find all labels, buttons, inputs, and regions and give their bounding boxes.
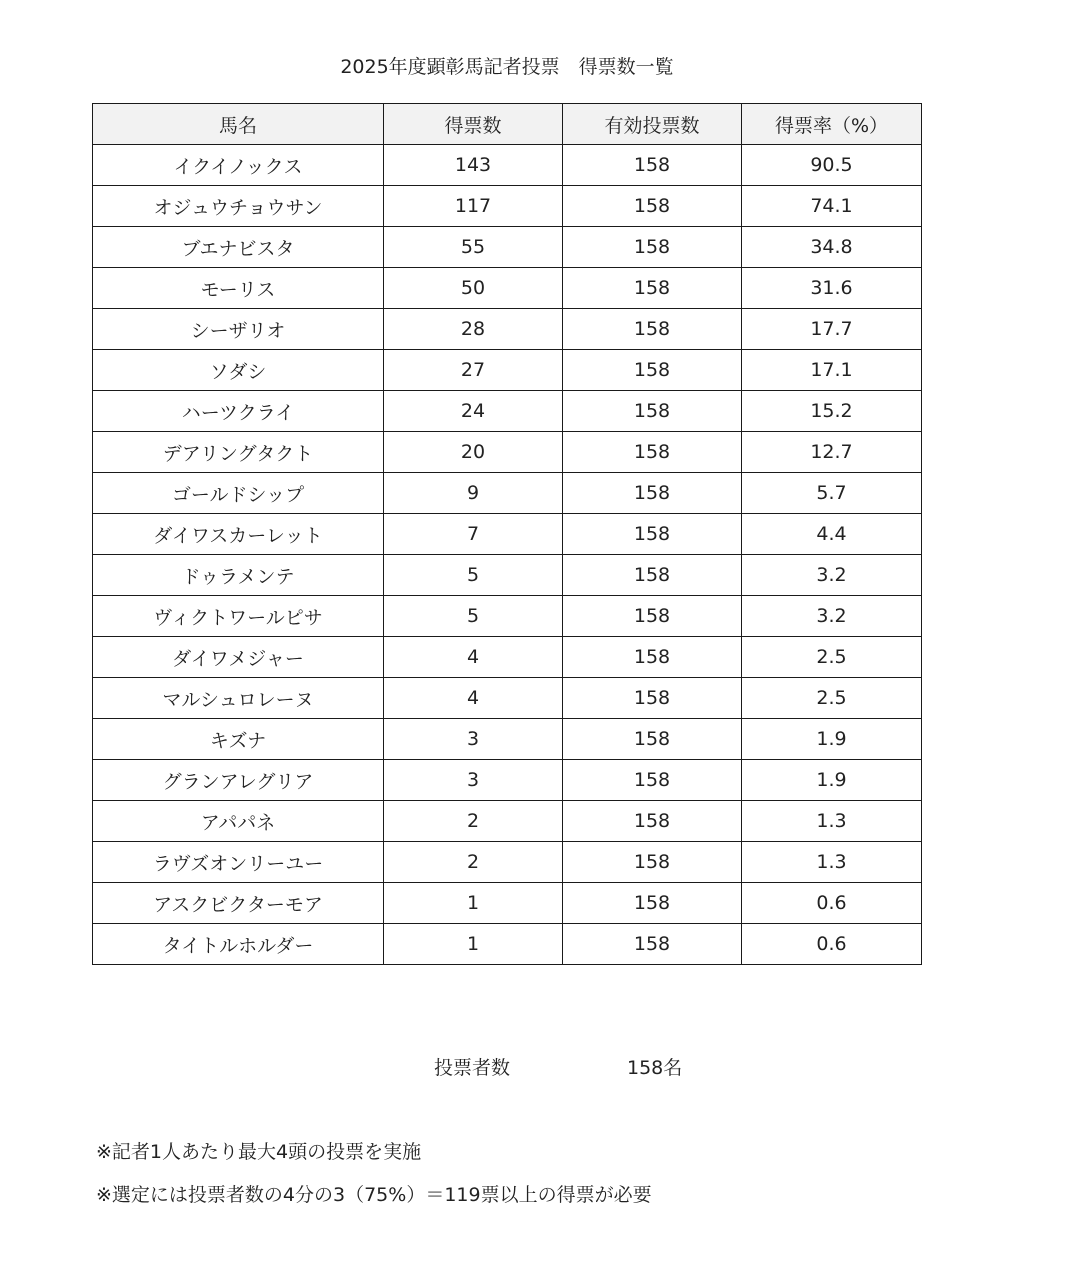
cell-valid-votes: 158 xyxy=(563,145,742,186)
cell-horse-name: アスクビクターモア xyxy=(93,883,384,924)
cell-vote-rate: 12.7 xyxy=(742,432,922,473)
cell-horse-name: モーリス xyxy=(93,268,384,309)
cell-horse-name: オジュウチョウサン xyxy=(93,186,384,227)
table-row xyxy=(93,186,922,227)
cell-votes: 9 xyxy=(384,473,563,514)
note-max-votes: ※記者1人あたり最大4頭の投票を実施 xyxy=(96,1141,422,1163)
voter-count-label: 投票者数 xyxy=(434,1057,511,1079)
cell-votes: 117 xyxy=(384,186,563,227)
table-row xyxy=(93,883,922,924)
cell-vote-rate: 4.4 xyxy=(742,514,922,555)
table-row xyxy=(93,309,922,350)
header-votes: 得票数 xyxy=(384,104,563,145)
table-row xyxy=(93,924,922,965)
cell-vote-rate: 0.6 xyxy=(742,883,922,924)
voter-count-value: 158名 xyxy=(627,1057,683,1079)
cell-horse-name: キズナ xyxy=(93,719,384,760)
cell-horse-name: ドゥラメンテ xyxy=(93,555,384,596)
header-row xyxy=(93,104,922,145)
table-row xyxy=(93,719,922,760)
table-body xyxy=(93,145,922,965)
table-row xyxy=(93,473,922,514)
cell-valid-votes: 158 xyxy=(563,350,742,391)
table-row xyxy=(93,555,922,596)
cell-votes: 3 xyxy=(384,760,563,801)
cell-vote-rate: 5.7 xyxy=(742,473,922,514)
cell-horse-name: アパパネ xyxy=(93,801,384,842)
cell-votes: 55 xyxy=(384,227,563,268)
header-horse-name: 馬名 xyxy=(93,104,384,145)
cell-horse-name: ヴィクトワールピサ xyxy=(93,596,384,637)
cell-vote-rate: 1.3 xyxy=(742,801,922,842)
cell-valid-votes: 158 xyxy=(563,391,742,432)
cell-vote-rate: 2.5 xyxy=(742,637,922,678)
cell-vote-rate: 1.9 xyxy=(742,760,922,801)
cell-horse-name: グランアレグリア xyxy=(93,760,384,801)
table-row xyxy=(93,350,922,391)
cell-vote-rate: 1.9 xyxy=(742,719,922,760)
cell-vote-rate: 31.6 xyxy=(742,268,922,309)
cell-votes: 50 xyxy=(384,268,563,309)
table-row xyxy=(93,842,922,883)
cell-valid-votes: 158 xyxy=(563,801,742,842)
cell-horse-name: イクイノックス xyxy=(93,145,384,186)
table-row xyxy=(93,514,922,555)
cell-horse-name: ソダシ xyxy=(93,350,384,391)
cell-vote-rate: 17.7 xyxy=(742,309,922,350)
cell-valid-votes: 158 xyxy=(563,473,742,514)
table-row xyxy=(93,637,922,678)
cell-valid-votes: 158 xyxy=(563,678,742,719)
table-row xyxy=(93,760,922,801)
cell-vote-rate: 74.1 xyxy=(742,186,922,227)
cell-votes: 1 xyxy=(384,883,563,924)
cell-valid-votes: 158 xyxy=(563,842,742,883)
cell-valid-votes: 158 xyxy=(563,514,742,555)
cell-votes: 24 xyxy=(384,391,563,432)
cell-horse-name: マルシュロレーヌ xyxy=(93,678,384,719)
cell-vote-rate: 15.2 xyxy=(742,391,922,432)
table-row xyxy=(93,145,922,186)
cell-horse-name: ダイワスカーレット xyxy=(93,514,384,555)
cell-horse-name: ゴールドシップ xyxy=(93,473,384,514)
cell-horse-name: シーザリオ xyxy=(93,309,384,350)
cell-valid-votes: 158 xyxy=(563,924,742,965)
cell-votes: 20 xyxy=(384,432,563,473)
table-row xyxy=(93,227,922,268)
cell-horse-name: タイトルホルダー xyxy=(93,924,384,965)
cell-votes: 7 xyxy=(384,514,563,555)
cell-votes: 4 xyxy=(384,637,563,678)
table-row xyxy=(93,596,922,637)
cell-vote-rate: 3.2 xyxy=(742,596,922,637)
cell-vote-rate: 17.1 xyxy=(742,350,922,391)
cell-votes: 28 xyxy=(384,309,563,350)
cell-votes: 2 xyxy=(384,842,563,883)
header-valid-votes: 有効投票数 xyxy=(563,104,742,145)
cell-horse-name: デアリングタクト xyxy=(93,432,384,473)
cell-votes: 143 xyxy=(384,145,563,186)
cell-vote-rate: 34.8 xyxy=(742,227,922,268)
cell-votes: 3 xyxy=(384,719,563,760)
cell-valid-votes: 158 xyxy=(563,227,742,268)
cell-valid-votes: 158 xyxy=(563,637,742,678)
cell-votes: 4 xyxy=(384,678,563,719)
cell-vote-rate: 90.5 xyxy=(742,145,922,186)
cell-vote-rate: 3.2 xyxy=(742,555,922,596)
cell-vote-rate: 0.6 xyxy=(742,924,922,965)
note-selection-threshold: ※選定には投票者数の4分の3（75%）＝119票以上の得票が必要 xyxy=(96,1184,652,1206)
cell-horse-name: ハーツクライ xyxy=(93,391,384,432)
cell-vote-rate: 2.5 xyxy=(742,678,922,719)
cell-valid-votes: 158 xyxy=(563,719,742,760)
cell-horse-name: ダイワメジャー xyxy=(93,637,384,678)
cell-valid-votes: 158 xyxy=(563,186,742,227)
table-row xyxy=(93,391,922,432)
table-row xyxy=(93,432,922,473)
cell-valid-votes: 158 xyxy=(563,760,742,801)
cell-horse-name: ブエナビスタ xyxy=(93,227,384,268)
cell-valid-votes: 158 xyxy=(563,309,742,350)
cell-votes: 5 xyxy=(384,555,563,596)
cell-valid-votes: 158 xyxy=(563,555,742,596)
cell-votes: 27 xyxy=(384,350,563,391)
cell-votes: 2 xyxy=(384,801,563,842)
cell-valid-votes: 158 xyxy=(563,596,742,637)
cell-valid-votes: 158 xyxy=(563,432,742,473)
table-row xyxy=(93,678,922,719)
cell-votes: 1 xyxy=(384,924,563,965)
table-row xyxy=(93,268,922,309)
vote-results-table xyxy=(92,103,922,965)
cell-valid-votes: 158 xyxy=(563,883,742,924)
header-vote-rate: 得票率（%） xyxy=(742,104,922,145)
cell-valid-votes: 158 xyxy=(563,268,742,309)
cell-horse-name: ラヴズオンリーユー xyxy=(93,842,384,883)
cell-votes: 5 xyxy=(384,596,563,637)
table-row xyxy=(93,801,922,842)
table-header xyxy=(93,104,922,145)
page-title: 2025年度顕彰馬記者投票 得票数一覧 xyxy=(340,56,674,78)
cell-vote-rate: 1.3 xyxy=(742,842,922,883)
